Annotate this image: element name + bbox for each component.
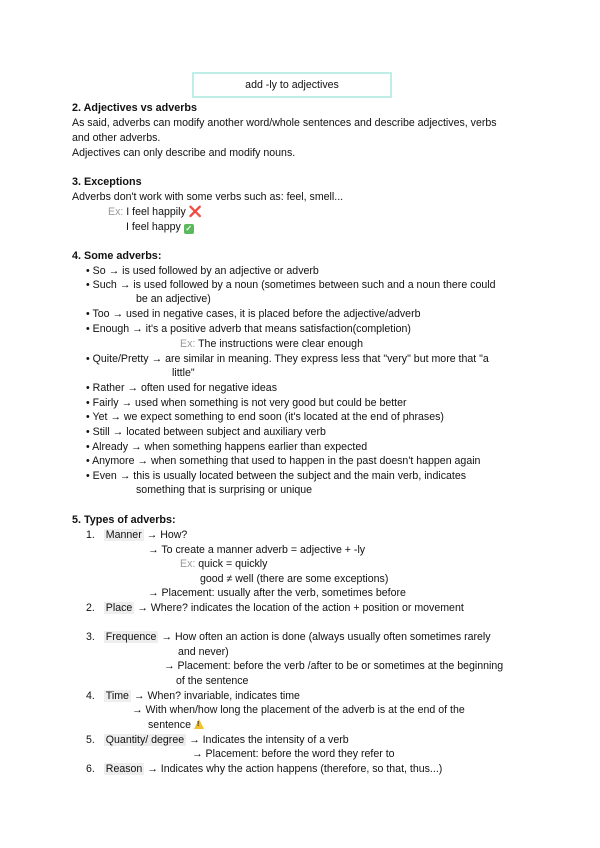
section-2-paragraph-line: and other adverbs. [72, 132, 161, 144]
section-2-paragraph-line: Adjectives can only describe and modify nouns. [72, 147, 296, 159]
bullet: • [86, 308, 90, 320]
bullet: • [86, 323, 90, 335]
adverb-type-place [86, 601, 464, 616]
list-item-text: Anymore → when something that used to happen in the past doesn't happen again [92, 455, 481, 467]
list-item [86, 410, 444, 425]
list-item-continuation: something that is surprising or unique [136, 484, 313, 496]
bullet: • [86, 470, 90, 482]
type-name: Time [105, 690, 129, 702]
type-detail-text: sentence [148, 719, 191, 731]
type-detail: of the sentence [176, 675, 249, 687]
type-description: → Indicates the intensity of a verb [189, 734, 349, 746]
adverb-type-manner [86, 528, 187, 543]
example-text: The instructions were clear enough [198, 338, 363, 350]
section-3-example-1 [108, 205, 202, 220]
section-2-paragraph-line: As said, adverbs can modify another word/whole sentences and describe adjectives, verbs [72, 117, 497, 129]
type-detail [148, 718, 204, 733]
bullet: • [86, 426, 90, 438]
list-item-text: Such → is used followed by a noun (sometimes between such and a noun there could [92, 279, 496, 291]
list-number: 3. [86, 631, 95, 643]
list-item-text: Rather → often used for negative ideas [92, 382, 277, 394]
list-item-text: Even → this is usually located between the subject and the main verb, indicates [92, 470, 467, 482]
list-number: 6. [86, 763, 95, 775]
type-description: → When? invariable, indicates time [133, 690, 300, 702]
list-item-text: Still → located between subject and auxiliary verb [92, 426, 326, 438]
list-item [86, 264, 319, 279]
type-name: Place [105, 602, 133, 614]
list-number: 4. [86, 690, 95, 702]
type-name: Quantity/ degree [105, 734, 185, 746]
example-text: quick = quickly [198, 558, 268, 570]
type-description: → Where? indicates the location of the action + position or movement [137, 602, 464, 614]
type-detail: → Placement: before the word they refer to [192, 748, 395, 760]
list-item-text: Fairly → used when something is not very good but could be better [92, 397, 407, 409]
list-number: 2. [86, 602, 95, 614]
list-item [86, 307, 421, 322]
type-example: good ≠ well (there are some exceptions) [200, 573, 389, 585]
list-item [86, 440, 367, 455]
type-detail: → With when/how long the placement of the adverb is at the end of the [132, 704, 465, 716]
type-description: → Indicates why the action happens (therefore, so that, thus...) [147, 763, 443, 775]
list-example [180, 337, 363, 352]
list-item-text: Too → used in negative cases, it is placed before the adjective/adverb [92, 308, 421, 320]
type-example [180, 557, 267, 572]
bullet: • [86, 397, 90, 409]
section-3-paragraph: Adverbs don't work with some verbs such as: feel, smell... [72, 191, 344, 203]
list-item-text: Quite/Pretty → are similar in meaning. They express less that "very" but more that "a [92, 353, 489, 365]
list-item-continuation: be an adjective) [136, 293, 211, 305]
type-description: → How? [146, 529, 188, 541]
bullet: • [86, 411, 90, 423]
example-label: Ex: [108, 206, 124, 218]
list-item [86, 425, 326, 440]
list-item [86, 381, 277, 396]
adverb-type-reason [86, 762, 442, 777]
adverb-type-time [86, 689, 300, 704]
adverb-type-frequence [86, 630, 491, 645]
bullet: • [86, 382, 90, 394]
bullet: • [86, 265, 90, 277]
check-mark-icon: ✓ [185, 224, 193, 233]
list-item [86, 469, 466, 484]
list-item [86, 322, 411, 337]
type-description: → How often an action is done (always usually often sometimes rarely [161, 631, 491, 643]
example-label: Ex: [180, 558, 196, 570]
list-item [86, 454, 480, 469]
list-item-text: Yet → we expect something to end soon (it's located at the end of phrases) [92, 411, 444, 423]
type-name: Frequence [105, 631, 157, 643]
section-3-heading: 3. Exceptions [72, 176, 142, 188]
list-number: 5. [86, 734, 95, 746]
example-text: I feel happily [126, 206, 186, 218]
type-detail: and never) [178, 646, 229, 658]
list-item [86, 396, 407, 411]
bullet: • [86, 279, 90, 291]
bullet: • [86, 455, 90, 467]
list-item [86, 278, 495, 293]
title-box-text: add -ly to adjectives [245, 78, 339, 91]
list-number: 1. [86, 529, 95, 541]
type-name: Manner [105, 529, 142, 541]
example-text: I feel happy [126, 221, 181, 233]
section-3-example-2 [126, 220, 194, 235]
cross-mark-icon: ❌ [188, 206, 202, 218]
section-5-heading: 5. Types of adverbs: [72, 514, 176, 526]
bullet: • [86, 353, 90, 365]
type-name: Reason [105, 763, 143, 775]
list-item-text: So → is used followed by an adjective or adverb [92, 265, 319, 277]
list-item [86, 352, 489, 367]
section-2-heading: 2. Adjectives vs adverbs [72, 102, 198, 114]
list-item-text: Already → when something happens earlier than expected [92, 441, 368, 453]
type-detail: → Placement: usually after the verb, sometimes before [148, 587, 406, 599]
list-item-text: Enough → it's a positive adverb that means satisfaction(completion) [92, 323, 411, 335]
list-item-continuation: little" [172, 367, 195, 379]
title-box [192, 72, 392, 98]
example-label: Ex: [180, 338, 196, 350]
type-detail: → To create a manner adverb = adjective + -ly [148, 544, 366, 556]
section-4-heading: 4. Some adverbs: [72, 250, 162, 262]
bullet: • [86, 441, 90, 453]
warning-icon: ! [194, 719, 204, 729]
adverb-type-quantity-degree [86, 733, 349, 748]
type-detail: → Placement: before the verb /after to be or sometimes at the beginning [164, 660, 504, 672]
